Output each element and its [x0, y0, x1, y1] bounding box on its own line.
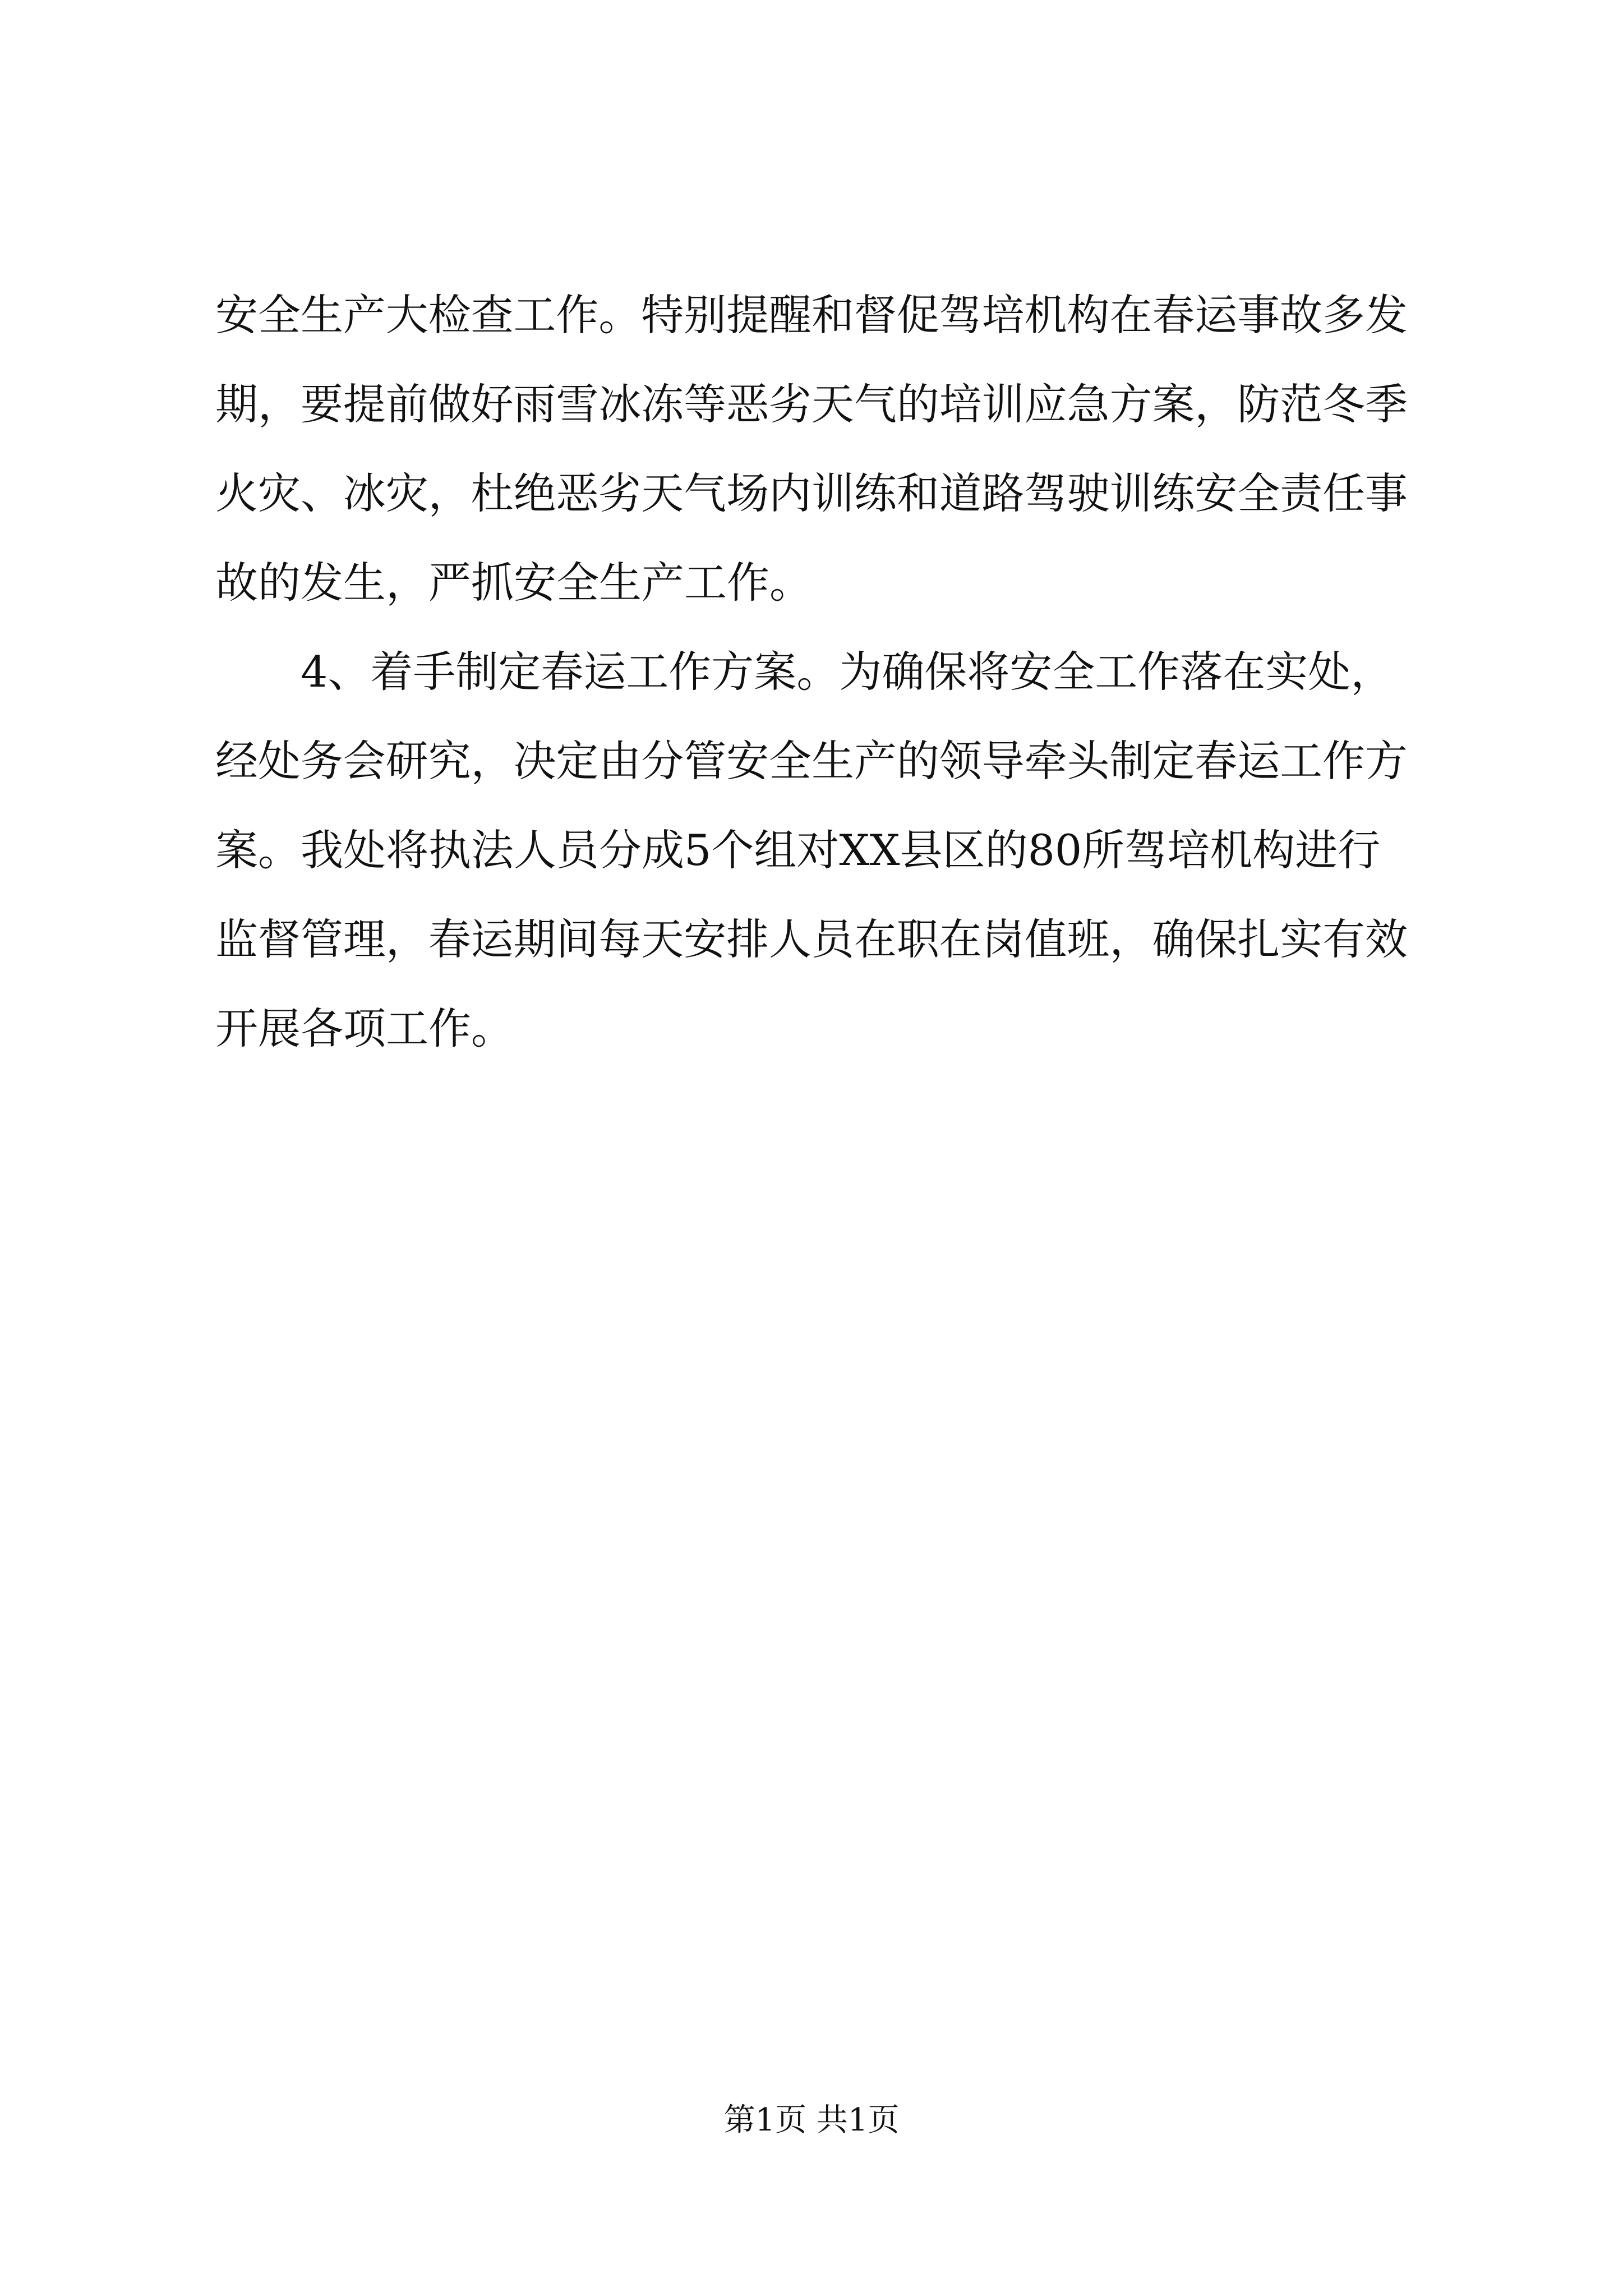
body-text-line: 安全生产大检查工作。特别提醒和督促驾培机构在春运事故多发	[215, 290, 1408, 340]
body-text-line: 监督管理，春运期间每天安排人员在职在岗值班，确保扎实有效	[215, 914, 1408, 964]
body-text-line: 开展各项工作。	[215, 1004, 514, 1053]
paragraph-start-line: 4、着手制定春运工作方案。为确保将安全工作落在实处，	[301, 647, 1394, 697]
body-text-line: 期，要提前做好雨雪冰冻等恶劣天气的培训应急方案，防范冬季	[215, 379, 1408, 429]
page-footer: 第1页 共1页	[723, 2102, 900, 2138]
body-text-line: 经处务会研究，决定由分管安全生产的领导牵头制定春运工作方	[215, 736, 1408, 786]
body-text-line: 故的发生，严抓安全生产工作。	[215, 558, 812, 608]
body-text-line: 火灾、冰灾，杜绝恶劣天气场内训练和道路驾驶训练安全责任事	[215, 468, 1408, 518]
body-text-line: 案。我处将执法人员分成5个组对XX县区的80所驾培机构进行	[215, 825, 1381, 875]
